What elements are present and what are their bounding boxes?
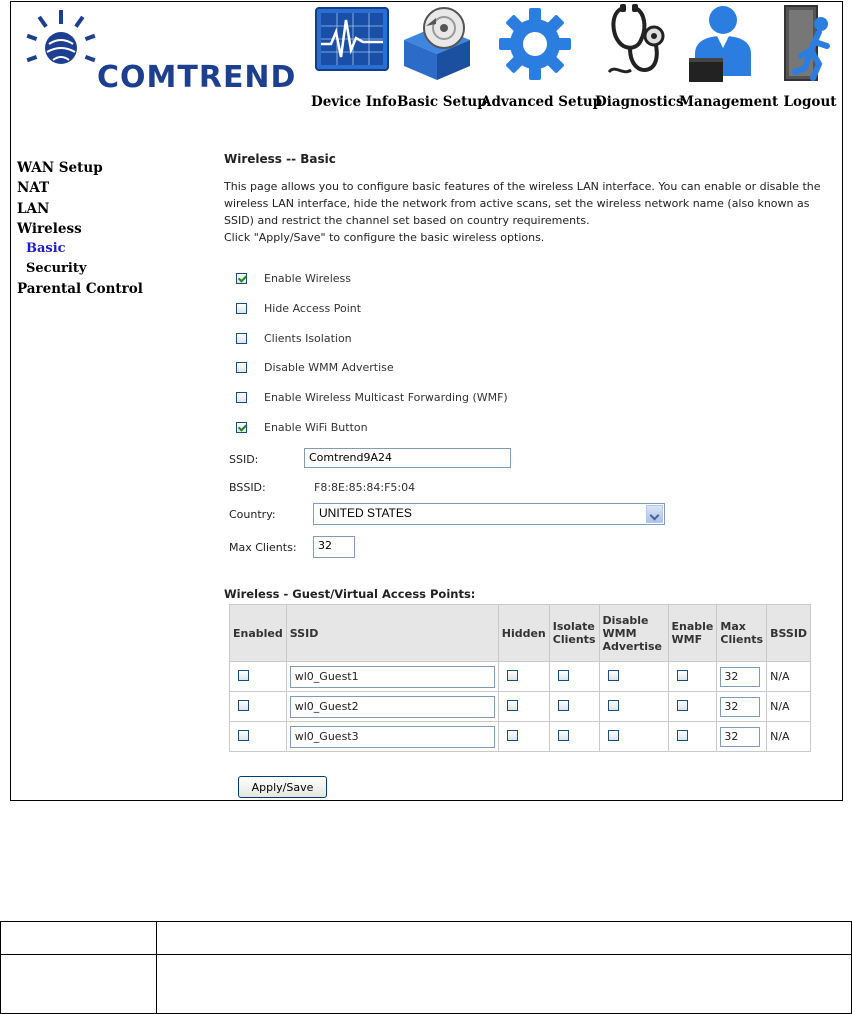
enable-wireless-label: Enable Wireless (264, 271, 351, 285)
sidebar-item-lan[interactable]: LAN (17, 201, 50, 217)
row1-wmf-cell (668, 662, 717, 692)
router-web-ui (10, 1, 843, 801)
page-description (224, 178, 836, 246)
row3-isolate-cell (549, 722, 599, 752)
doc-table-body-cell-1 (0, 954, 157, 1014)
row1-wmf-checkbox[interactable] (677, 670, 688, 681)
country-label: Country: (229, 508, 276, 521)
row2-wmm-cell (599, 692, 668, 722)
row3-enabled-checkbox[interactable] (238, 730, 249, 741)
row1-isolate-checkbox[interactable] (558, 670, 569, 681)
col-disable-wmm (599, 605, 668, 662)
row2-max-input[interactable]: 32 (720, 697, 760, 717)
header (11, 2, 842, 140)
col-ssid: SSID (286, 605, 498, 662)
col-enable-wmf-line2: WMF (671, 633, 703, 646)
clients-isolation-checkbox[interactable] (236, 333, 247, 344)
row2-hidden-checkbox[interactable] (507, 700, 518, 711)
row3-wmm-cell (599, 722, 668, 752)
bssid-value: F8:8E:85:84:F5:04 (314, 481, 416, 494)
col-enabled: Enabled (230, 605, 287, 662)
row3-bssid: N/A (767, 722, 811, 752)
hide-access-point-label: Hide Access Point (264, 301, 362, 315)
nav-advanced-setup-label: Advanced Setup (481, 94, 603, 110)
sidebar (11, 140, 176, 800)
hide-access-point-checkbox[interactable] (236, 303, 247, 314)
enable-wireless-checkbox[interactable] (236, 273, 247, 284)
bssid-label: BSSID: (229, 481, 266, 494)
col-isolate-clients (549, 605, 599, 662)
row3-max-input[interactable]: 32 (720, 727, 760, 747)
enable-wireless-option (236, 270, 351, 286)
nav-basic-setup[interactable] (397, 2, 487, 110)
chevron-down-icon[interactable] (646, 505, 663, 523)
nav-diagnostics-label: Diagnostics (595, 94, 684, 110)
sidebar-item-wan-setup[interactable]: WAN Setup (17, 160, 103, 176)
row2-wmm-checkbox[interactable] (608, 700, 619, 711)
row3-isolate-checkbox[interactable] (558, 730, 569, 741)
hide-access-point-option (236, 300, 361, 316)
row1-max-input[interactable]: 32 (720, 667, 760, 687)
nav-diagnostics[interactable] (595, 2, 684, 110)
enable-wifi-button-checkbox[interactable] (236, 422, 247, 433)
nav-device-info-label: Device Info (311, 94, 397, 110)
row1-isolate-cell (549, 662, 599, 692)
country-select[interactable] (313, 503, 665, 525)
col-hidden: Hidden (498, 605, 549, 662)
ssid-label: SSID: (229, 453, 259, 466)
row2-bssid: N/A (767, 692, 811, 722)
col-isolate-clients-line2: Clients (552, 633, 596, 646)
row1-ssid-cell (286, 662, 498, 692)
row3-ssid-cell (286, 722, 498, 752)
row2-ssid-cell (286, 692, 498, 722)
row1-ssid-input[interactable]: wl0_Guest1 (290, 666, 495, 688)
nav-management-label: Management (679, 94, 779, 110)
row3-hidden-checkbox[interactable] (507, 730, 518, 741)
row3-wmm-checkbox[interactable] (608, 730, 619, 741)
row2-isolate-checkbox[interactable] (558, 700, 569, 711)
table-header-row (230, 605, 811, 662)
row3-enabled-cell (230, 722, 287, 752)
ssid-input[interactable]: Comtrend9A24 (304, 448, 511, 468)
row2-wmf-cell (668, 692, 717, 722)
enable-wmf-label: Enable Wireless Multicast Forwarding (WMF) (264, 390, 508, 404)
disable-wmm-label: Disable WMM Advertise (264, 360, 394, 374)
row1-max-cell (717, 662, 767, 692)
row1-bssid: N/A (767, 662, 811, 692)
stethoscope-icon (601, 2, 671, 84)
sidebar-item-security[interactable]: Security (26, 261, 87, 276)
description-hint: Click "Apply/Save" to configure the basic wireless options. (224, 231, 545, 244)
document-table (0, 921, 852, 1014)
guest-ap-table (229, 604, 811, 752)
max-clients-input[interactable]: 32 (313, 536, 355, 558)
row3-wmf-checkbox[interactable] (677, 730, 688, 741)
table-row (230, 692, 811, 722)
table-row (230, 722, 811, 752)
enable-wmf-checkbox[interactable] (236, 392, 247, 403)
row3-max-cell (717, 722, 767, 752)
row3-ssid-input[interactable]: wl0_Guest3 (290, 726, 495, 748)
enable-wmf-option (236, 389, 508, 405)
row2-wmf-checkbox[interactable] (677, 700, 688, 711)
comtrend-logo (25, 8, 295, 98)
sidebar-item-basic[interactable]: Basic (26, 241, 66, 256)
col-enable-wmf (668, 605, 717, 662)
exit-door-icon (779, 2, 841, 84)
main-content (176, 140, 842, 800)
row2-enabled-checkbox[interactable] (238, 700, 249, 711)
guest-ap-title: Wireless - Guest/Virtual Access Points: (224, 587, 476, 601)
col-max-clients-line2: Clients (720, 633, 764, 646)
waveform-monitor-icon (313, 2, 391, 72)
enable-wifi-button-option (236, 419, 368, 435)
nav-device-info[interactable] (311, 2, 397, 110)
row3-hidden-cell (498, 722, 549, 752)
col-max-clients-line1: Max (720, 620, 746, 633)
col-max-clients (717, 605, 767, 662)
doc-table-body-cell-2 (156, 954, 852, 1014)
sidebar-item-nat[interactable]: NAT (17, 180, 50, 196)
row1-wmm-cell (599, 662, 668, 692)
country-selected-value: UNITED STATES (319, 506, 412, 520)
gear-icon (495, 2, 575, 82)
col-isolate-clients-line1: Isolate (552, 620, 595, 633)
col-disable-wmm-line3: Advertise (602, 639, 662, 653)
col-disable-wmm-line1: Disable (602, 613, 649, 627)
nav-basic-setup-label: Basic Setup (397, 94, 487, 110)
page-title: Wireless -- Basic (224, 152, 336, 166)
doc-table-header-cell-1 (0, 921, 157, 955)
row1-enabled-cell (230, 662, 287, 692)
disable-wmm-checkbox[interactable] (236, 362, 247, 373)
sidebar-item-parental-control[interactable]: Parental Control (17, 281, 143, 297)
max-clients-label: Max Clients: (229, 541, 297, 554)
clients-isolation-label: Clients Isolation (264, 331, 352, 345)
row2-enabled-cell (230, 692, 287, 722)
disc-box-icon (398, 2, 476, 82)
col-bssid: BSSID (767, 605, 811, 662)
row2-ssid-input[interactable]: wl0_Guest2 (290, 696, 495, 718)
nav-advanced-setup[interactable] (481, 2, 603, 110)
nav-logout-label: Logout (783, 94, 837, 110)
col-disable-wmm-line2: WMM (602, 626, 637, 640)
nav-management[interactable] (679, 2, 779, 110)
brand-name: COMTREND (97, 60, 297, 95)
row1-hidden-checkbox[interactable] (507, 670, 518, 681)
row1-enabled-checkbox[interactable] (238, 670, 249, 681)
enable-wifi-button-label: Enable WiFi Button (264, 420, 368, 434)
clients-isolation-option (236, 330, 352, 346)
table-row (230, 662, 811, 692)
row2-max-cell (717, 692, 767, 722)
doc-table-header-cell-2 (156, 921, 852, 955)
apply-save-button[interactable]: Apply/Save (238, 776, 327, 798)
manager-user-icon (683, 2, 763, 84)
row2-isolate-cell (549, 692, 599, 722)
row2-hidden-cell (498, 692, 549, 722)
row1-wmm-checkbox[interactable] (608, 670, 619, 681)
description-text: This page allows you to configure basic features of the wireless LAN interface. You can enable or disable the wireless LAN interface, hide the network from active scans, set the wireless network name (also known as SSID) and restrict the channel set based on country requirements. (224, 180, 821, 227)
sidebar-item-wireless[interactable]: Wireless (17, 221, 82, 237)
col-enable-wmf-line1: Enable (671, 620, 714, 633)
logo-globe-icon (25, 8, 105, 78)
disable-wmm-option (236, 359, 394, 375)
row3-wmf-cell (668, 722, 717, 752)
row1-hidden-cell (498, 662, 549, 692)
nav-logout[interactable] (775, 2, 843, 110)
